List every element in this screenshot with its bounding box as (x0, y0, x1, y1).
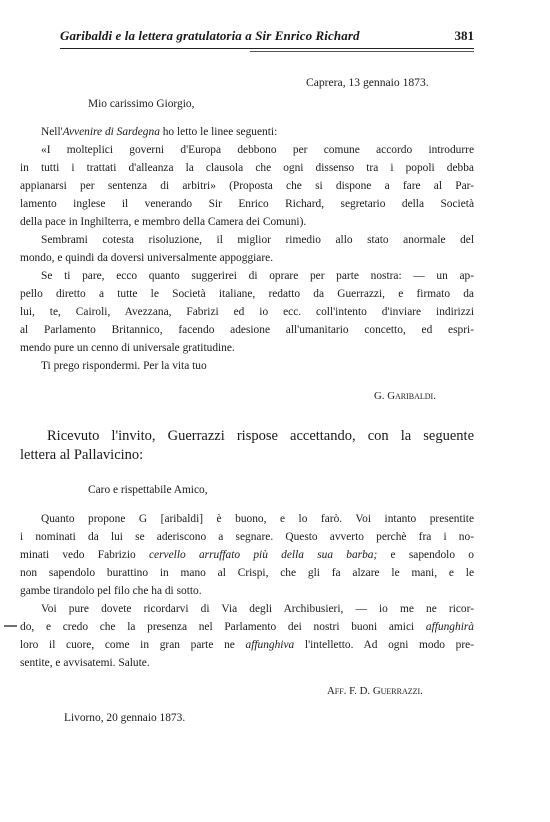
letter2-line: gambe tirandolo pel filo che ha di sotto. (20, 585, 202, 597)
letter2-line: do, e credo che la presenza nel Parlamento dei nostri buoni amici affunghirà (20, 621, 474, 633)
letter2-line: Voi pure dovete ricordarvi di Via degli Archibusieri, — io me ne ricor- (41, 603, 474, 615)
narrative-line: Ricevuto l'invito, Guerrazzi rispose accettando, con la seguente (47, 428, 474, 444)
narrative-line: lettera al Pallavicino: (20, 447, 144, 463)
letter2-line: non sapendolo burattino in mano al Crispi, che gli fa alzare le mani, e le (20, 567, 474, 579)
letter1-line: Sembrami cotesta risoluzione, il miglior rimedio allo stato anormale del (41, 234, 474, 246)
letter1-line: in tutti i trattati d'alleanza la clausola che ogni dissenso tra i popoli debba (20, 162, 474, 174)
running-header (60, 28, 474, 48)
letter1-line: mondo, e quindi da doversi universalmente appoggiare. (20, 252, 274, 264)
newspaper-title: Avvenire di Sardegna (62, 126, 160, 138)
letter2-line: Quanto propone G [aribaldi] è buono, e lo farò. Voi intanto presentite (41, 513, 474, 525)
letter1-signature: G. Garibaldi. (374, 390, 436, 402)
letter1-line: Nell'Avvenire di Sardegna ho letto le linee seguenti: (41, 126, 278, 138)
letter1-line: lui, te, Cairoli, Avezzana, Fabrizi ed io ecc. coll'intento d'inviare indirizzi (20, 306, 474, 318)
letter2-place-date: Livorno, 20 gennaio 1873. (64, 712, 186, 724)
letter1-line: al Parlamento Britannico, facendo adesione all'umanitario concetto, ed espri- (20, 324, 474, 336)
letter1-line: «I molteplici governi d'Europa debbono per comune accordo introdurre (41, 144, 474, 156)
letter1-line: della pace in Inghilterra, e membro della Camera dei Comuni). (20, 216, 307, 228)
page-number: 381 (454, 28, 474, 43)
header-rule-short (250, 51, 474, 52)
letter1-line: mendo pure un cenno di universale gratitudine. (20, 342, 235, 354)
letter1-line: Se ti pare, ecco quanto suggerirei di oprare per parte nostra: — un ap- (41, 270, 474, 282)
letter1-line: lamento inglese il venerando Sir Enrico Richard, segretario della Società (20, 198, 474, 210)
letter2-signature: Aff. F. D. Guerrazzi. (327, 685, 423, 697)
letter1-dateline: Caprera, 13 gennaio 1873. (306, 76, 429, 89)
header-rule (60, 48, 474, 49)
margin-pencil-mark-icon (4, 623, 18, 629)
letter2-line: loro il cuore, come in gran parte ne affunghiva l'intelletto. Ad ogni modo pre- (20, 639, 474, 651)
letter2-line: i nominati da lui se aderiscono a segnare. Questo avverto perchè fra i no- (20, 531, 474, 543)
letter2-line: minati vedo Fabrizio cervello arruffato più della sua barba; e sapendolo o (20, 549, 474, 561)
running-title: Garibaldi e la lettera gratulatoria a Sir Enrico Richard (60, 28, 360, 43)
letter1-line: Ti prego rispondermi. Per la vita tuo (41, 360, 207, 372)
letter2-line: sentite, e avvisatemi. Salute. (20, 657, 150, 669)
letter1-line: appianarsi per sentenza di arbitri» (Proposta che si dispone a fare al Par- (20, 180, 474, 192)
margin-pencil-mark (4, 616, 18, 622)
letter1-salutation: Mio carissimo Giorgio, (88, 98, 195, 110)
letter1-line: pello diretto a tutte le Società italiane, redatto da Guerrazzi, e firmato da (20, 288, 474, 300)
letter2-salutation: Caro e rispettabile Amico, (88, 484, 208, 496)
